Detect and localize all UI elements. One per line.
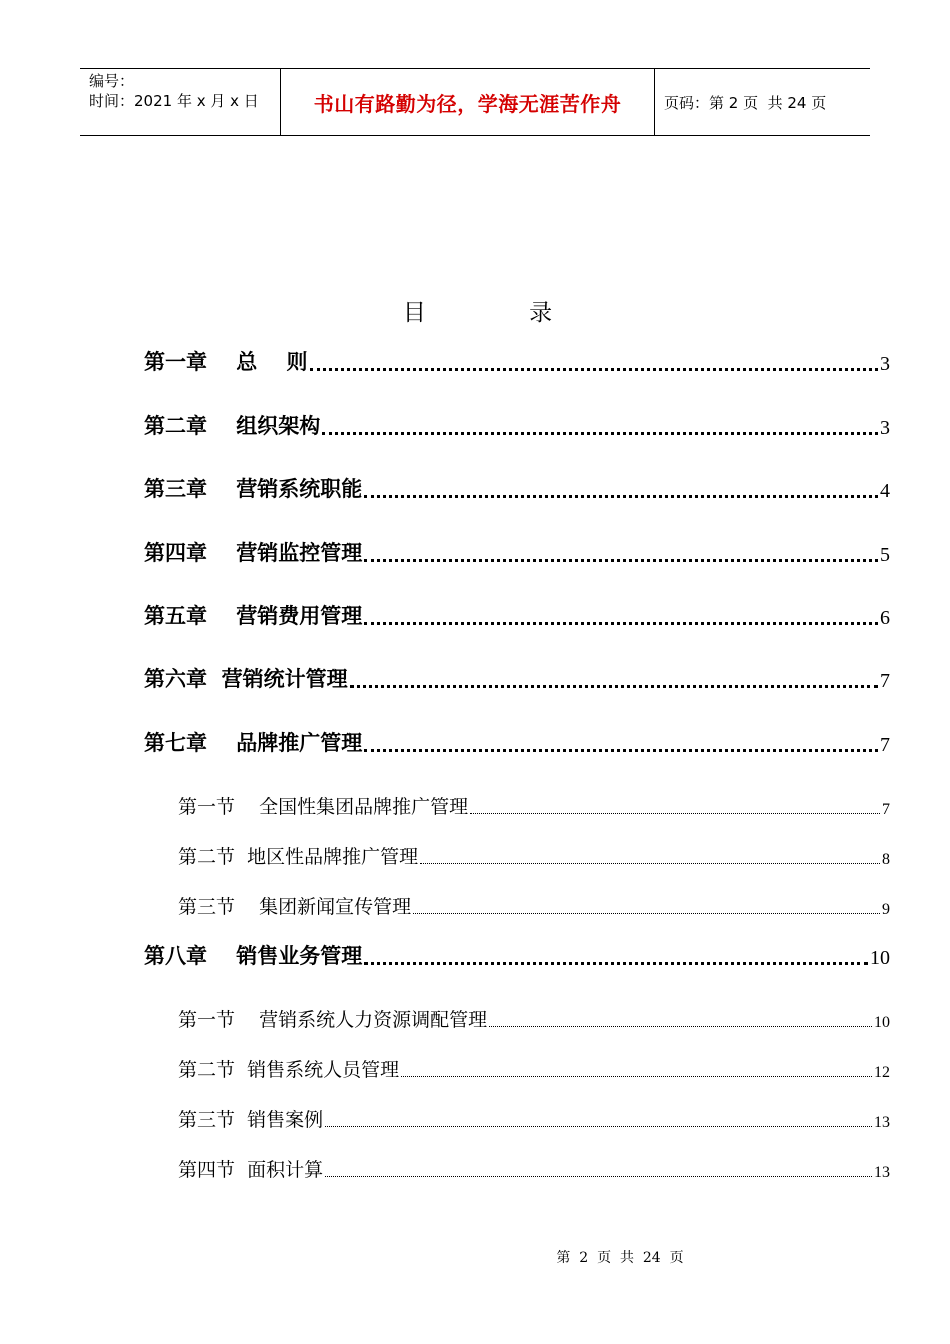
toc-entry-page: 3 bbox=[880, 353, 890, 375]
toc-entry-label: 第三节 集团新闻宣传管理 bbox=[178, 896, 412, 918]
toc-entry-page: 7 bbox=[882, 801, 890, 818]
header-number-label: 编号： bbox=[89, 72, 135, 90]
toc-dot-leader bbox=[364, 746, 878, 752]
toc-entry[interactable] bbox=[144, 940, 890, 970]
toc-entry-label: 第三节 销售案例 bbox=[178, 1109, 324, 1131]
toc-entry-label: 第一节 营销系统人力资源调配管理 bbox=[178, 1009, 488, 1031]
toc-entry[interactable] bbox=[178, 1005, 890, 1032]
header-motto: 书山有路勤为径，学海无涯苦作舟 bbox=[281, 69, 655, 135]
toc-dot-leader bbox=[350, 682, 878, 688]
toc-entry[interactable] bbox=[144, 473, 890, 503]
toc-entry-page: 13 bbox=[874, 1114, 890, 1131]
toc-dot-leader bbox=[364, 556, 878, 562]
toc-entry-page: 10 bbox=[870, 947, 890, 969]
toc-entry-page: 8 bbox=[882, 851, 890, 868]
toc-entry[interactable] bbox=[178, 1105, 890, 1132]
toc-dot-leader bbox=[310, 365, 879, 371]
toc-dot-leader bbox=[364, 619, 878, 625]
toc-dot-leader bbox=[364, 959, 868, 965]
toc-entry[interactable] bbox=[178, 842, 890, 869]
toc-dot-leader bbox=[364, 492, 878, 498]
toc-entry-label: 第二节 销售系统人员管理 bbox=[178, 1059, 400, 1081]
toc-entry-page: 7 bbox=[880, 670, 890, 692]
page-header bbox=[80, 68, 870, 136]
toc-entry-page: 7 bbox=[880, 734, 890, 756]
toc-dot-leader bbox=[413, 911, 880, 914]
toc-entry-page: 3 bbox=[880, 417, 890, 439]
toc-entry-page: 4 bbox=[880, 480, 890, 502]
toc-entry-label: 第八章 销售业务管理 bbox=[144, 944, 363, 968]
toc-entry-page: 6 bbox=[880, 607, 890, 629]
toc-entry-label: 第四章 营销监控管理 bbox=[144, 541, 363, 565]
toc-entry[interactable] bbox=[178, 892, 890, 919]
toc-entry[interactable] bbox=[178, 1055, 890, 1082]
toc-dot-leader bbox=[420, 861, 880, 864]
toc-dot-leader bbox=[322, 429, 878, 435]
toc-entry-label: 第四节 面积计算 bbox=[178, 1159, 324, 1181]
page-footer: 第 2 页 共 24 页 bbox=[556, 1250, 684, 1266]
toc-entry-label: 第七章 品牌推广管理 bbox=[144, 731, 363, 755]
toc-dot-leader bbox=[325, 1124, 872, 1127]
toc-entry-label: 第一节 全国性集团品牌推广管理 bbox=[178, 796, 469, 818]
toc-dot-leader bbox=[325, 1174, 872, 1177]
toc-entry-page: 12 bbox=[874, 1064, 890, 1081]
header-meta bbox=[80, 69, 281, 135]
toc-entry-page: 10 bbox=[874, 1014, 890, 1031]
toc-dot-leader bbox=[470, 811, 880, 814]
toc-dot-leader bbox=[401, 1074, 872, 1077]
toc-dot-leader bbox=[489, 1024, 872, 1027]
toc-entry[interactable] bbox=[144, 600, 890, 630]
toc-entry-page: 5 bbox=[880, 544, 890, 566]
toc-entry[interactable] bbox=[144, 537, 890, 567]
toc-entry-label: 第六章 营销统计管理 bbox=[144, 667, 348, 691]
toc-entry[interactable] bbox=[178, 792, 890, 819]
toc-entry-label: 第一章 总 则 bbox=[144, 350, 308, 374]
toc-entry-label: 第五章 营销费用管理 bbox=[144, 604, 363, 628]
toc-entry-label: 第二节 地区性品牌推广管理 bbox=[178, 846, 419, 868]
toc-entry[interactable] bbox=[178, 1155, 890, 1182]
toc-entry[interactable] bbox=[144, 410, 890, 440]
toc-title: 目 录 bbox=[402, 300, 601, 326]
header-time-label: 时间：2021 年 x 月 x 日 bbox=[89, 92, 259, 110]
toc-entry-page: 13 bbox=[874, 1164, 890, 1181]
toc-entry-label: 第三章 营销系统职能 bbox=[144, 477, 363, 501]
toc-entry[interactable] bbox=[144, 727, 890, 757]
toc-entry[interactable] bbox=[144, 663, 890, 693]
toc-entry[interactable] bbox=[144, 346, 890, 376]
header-page-info: 页码：第 2 页 共 24 页 bbox=[664, 93, 827, 112]
toc-entry-page: 9 bbox=[882, 901, 890, 918]
toc-entry-label: 第二章 组织架构 bbox=[144, 414, 321, 438]
